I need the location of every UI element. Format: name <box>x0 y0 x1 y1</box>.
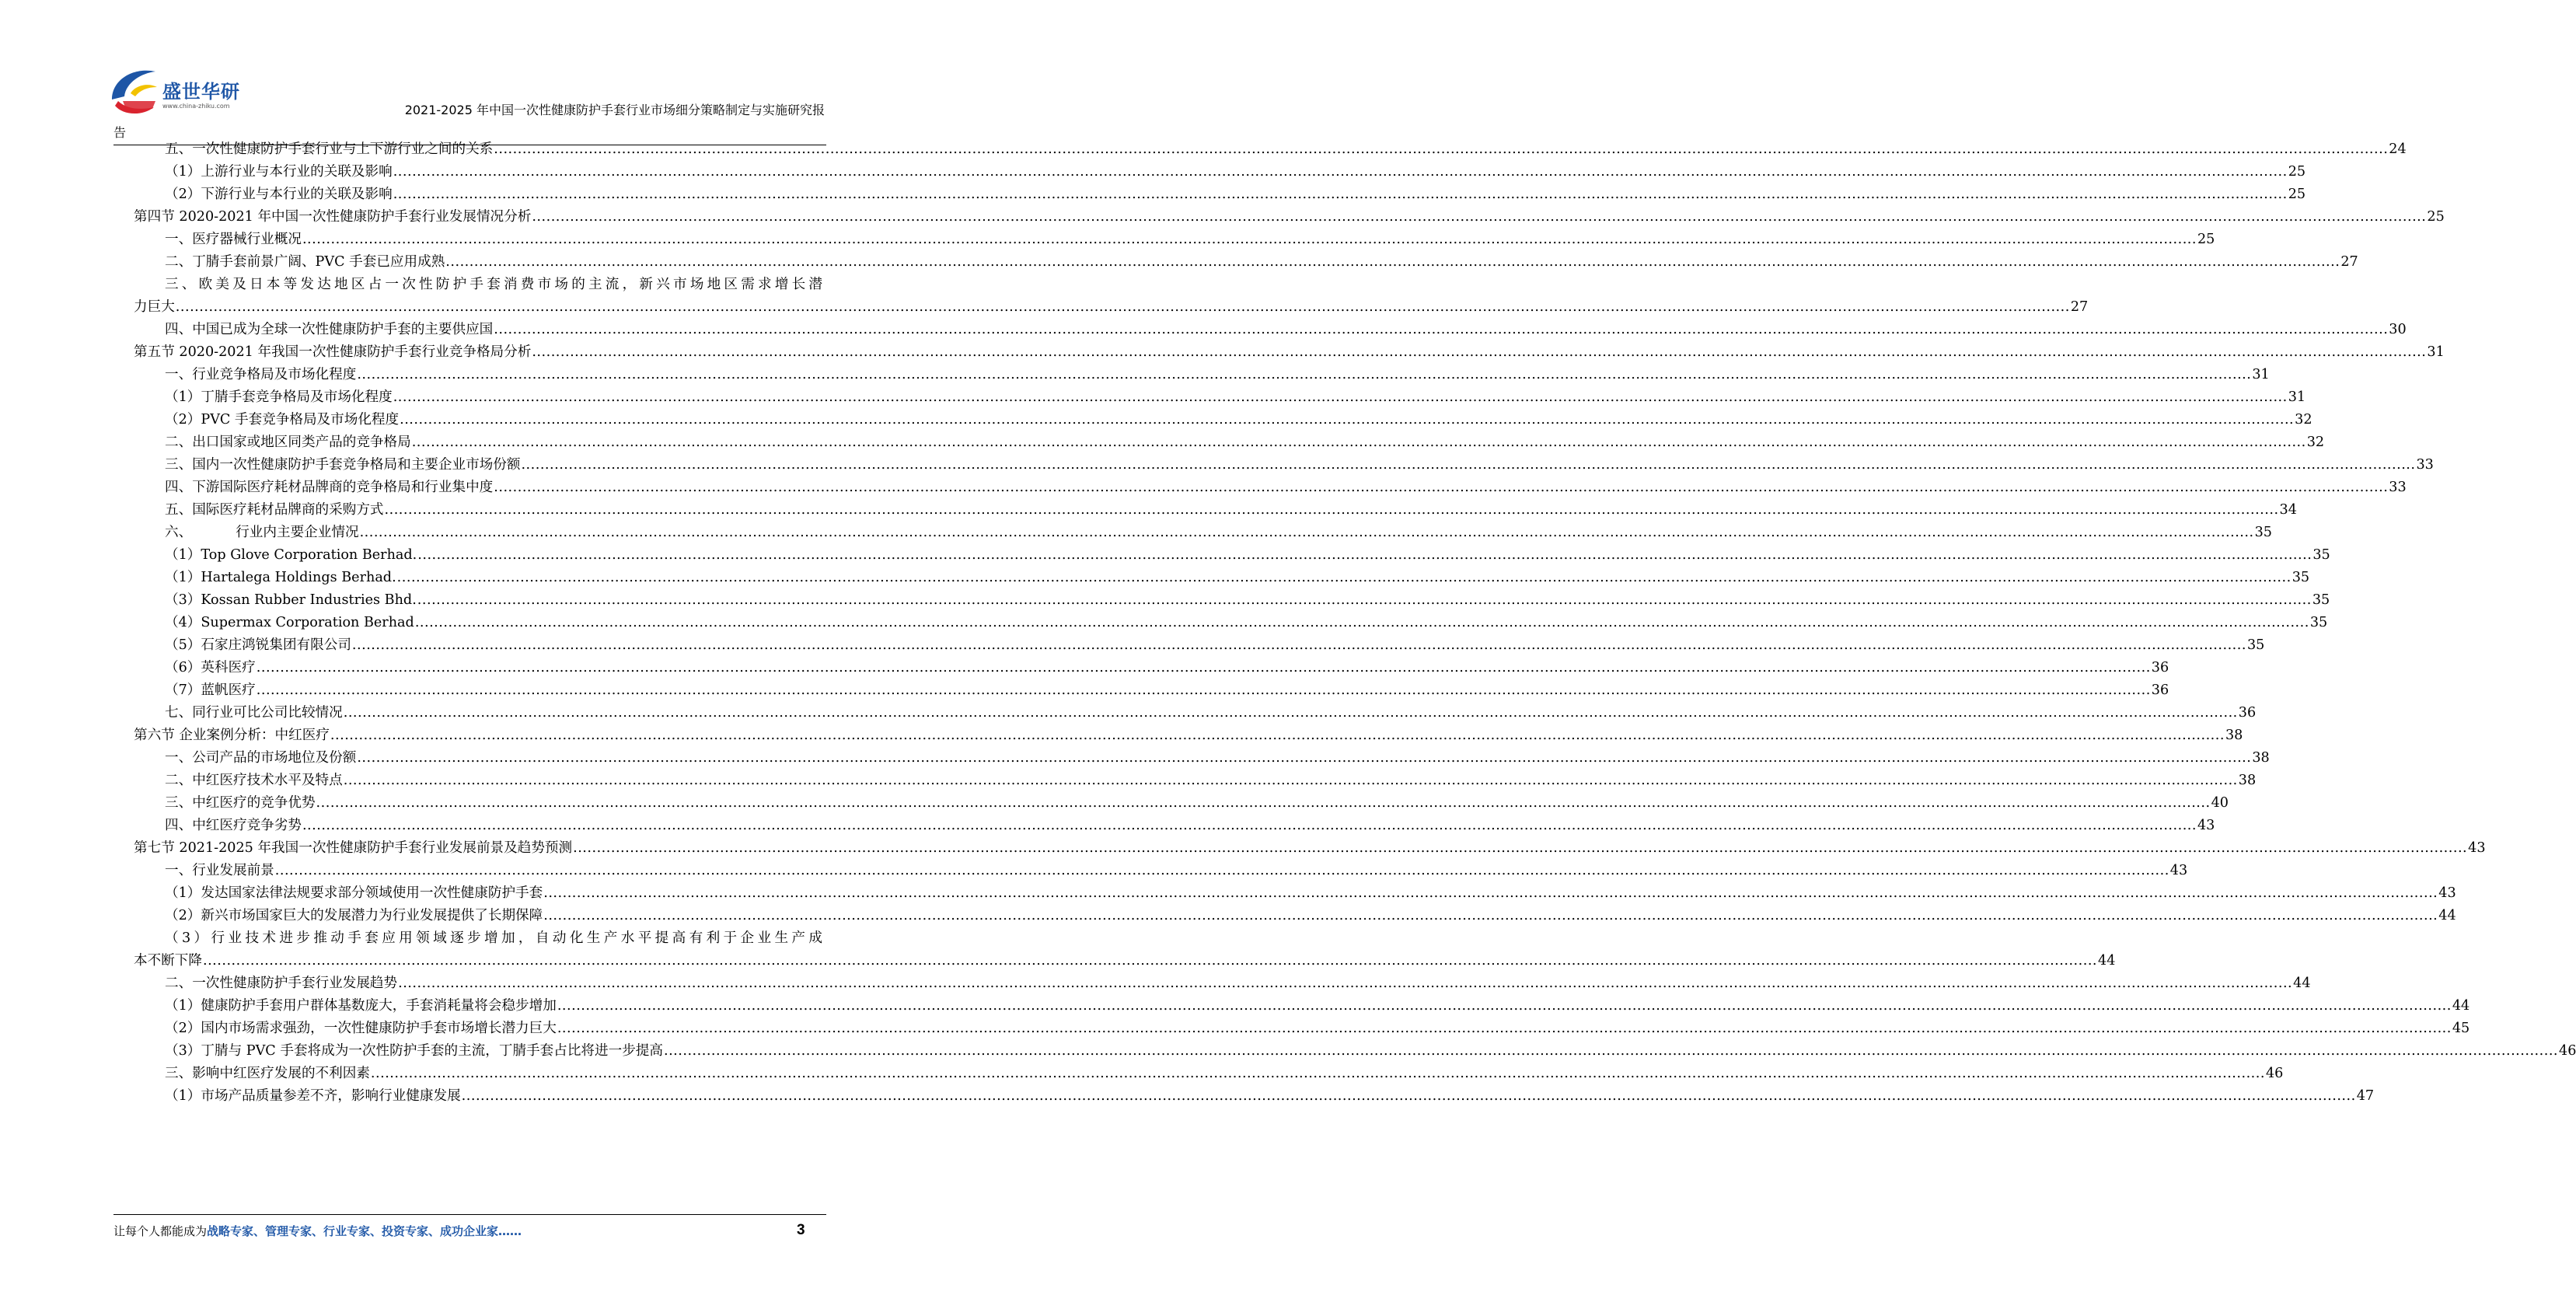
toc-entry[interactable] <box>134 836 2486 860</box>
toc-page-number: 47 <box>2356 1088 2375 1104</box>
toc-page-number: 45 <box>2452 1021 2470 1036</box>
toc-dot-leader: ................................................................................................................................................................................................................................................................................................................................................................................................................ <box>370 1066 2265 1081</box>
toc-entry-title: （1）市场产品质量参差不齐，影响行业健康发展 <box>165 1088 461 1104</box>
toc-entry[interactable] <box>165 408 2312 432</box>
toc-dot-leader: ................................................................................................................................................................................................................................................................................................................................................................................................................ <box>494 141 2389 157</box>
toc-entry-title: （2）PVC 手套竞争格局及市场化程度 <box>165 412 400 428</box>
toc-entry[interactable] <box>134 949 2116 973</box>
toc-entry[interactable] <box>165 363 2270 387</box>
toc-entry-title: 一、行业发展前景 <box>165 863 274 878</box>
toc-dot-leader: ................................................................................................................................................................................................................................................................................................................................................................................................................ <box>202 953 2098 969</box>
toc-page-number: 33 <box>2389 480 2407 495</box>
toc-page-number: 44 <box>2452 998 2470 1014</box>
toc-page-number: 44 <box>2293 976 2311 991</box>
toc-entry-title: （2）国内市场需求强劲，一次性健康防护手套市场增长潜力巨大 <box>165 1021 557 1036</box>
toc-entry-title: （1）Top Glove Corporation Berhad. <box>165 547 417 563</box>
toc-page-number: 36 <box>2151 682 2169 698</box>
toc-entry[interactable] <box>165 453 2434 477</box>
toc-entry-title: 本不断下降 <box>134 953 202 969</box>
footer-slogan <box>113 1223 522 1239</box>
footer-slogan-prefix: 让每个人都能成为 <box>113 1224 208 1238</box>
toc-dot-leader: ................................................................................................................................................................................................................................................................................................................................................................................................................ <box>316 795 2211 811</box>
toc-page-number: 32 <box>2306 435 2325 450</box>
toc-page-number: 38 <box>2252 750 2270 766</box>
toc-entry[interactable] <box>165 656 2169 680</box>
toc-entry[interactable] <box>165 250 2358 274</box>
toc-dot-leader: ................................................................................................................................................................................................................................................................................................................................................................................................................ <box>414 615 2309 630</box>
toc-dot-leader: ................................................................................................................................................................................................................................................................................................................................................................................................................ <box>351 637 2246 653</box>
toc-dot-leader: ................................................................................................................................................................................................................................................................................................................................................................................................................ <box>532 209 2427 225</box>
toc-entry[interactable] <box>165 859 2188 883</box>
toc-page-number: 35 <box>2309 615 2328 630</box>
toc-dot-leader: ................................................................................................................................................................................................................................................................................................................................................................................................................ <box>417 592 2312 608</box>
toc-page-number: 35 <box>2312 547 2330 563</box>
toc-entry-title: 四、中红医疗竞争劣势 <box>165 818 302 833</box>
toc-page-number: 43 <box>2468 840 2486 856</box>
toc-dot-leader: ................................................................................................................................................................................................................................................................................................................................................................................................................ <box>330 728 2225 743</box>
toc-entry[interactable] <box>165 791 2229 815</box>
toc-entry[interactable] <box>165 994 2470 1018</box>
toc-entry-title: 七、同行业可比公司比较情况 <box>165 705 343 721</box>
toc-entry[interactable] <box>165 634 2265 658</box>
toc-page-number: 43 <box>2169 863 2188 878</box>
toc-dot-leader: ................................................................................................................................................................................................................................................................................................................................................................................................................ <box>274 863 2169 878</box>
toc-page-number: 25 <box>2197 232 2215 247</box>
toc-entry-title: 第六节 企业案例分析：中红医疗 <box>134 728 330 743</box>
toc-entry[interactable] <box>165 521 2272 545</box>
toc-page-number: 31 <box>2288 389 2306 405</box>
toc-entry[interactable] <box>165 386 2306 410</box>
toc-entry[interactable] <box>165 904 2456 928</box>
toc-entry-title: 五、一次性健康防护手套行业与上下游行业之间的关系 <box>165 141 494 157</box>
toc-dot-leader: ................................................................................................................................................................................................................................................................................................................................................................................................................ <box>396 570 2292 585</box>
toc-page-number: 32 <box>2295 412 2312 428</box>
toc-dot-leader: ................................................................................................................................................................................................................................................................................................................................................................................................................ <box>302 232 2197 247</box>
toc-entry[interactable] <box>165 814 2215 838</box>
toc-dot-leader: ................................................................................................................................................................................................................................................................................................................................................................................................................ <box>343 705 2238 721</box>
toc-entry[interactable] <box>165 498 2297 522</box>
toc-entry[interactable] <box>165 228 2215 252</box>
toc-entry[interactable] <box>165 1062 2284 1086</box>
toc-dot-leader: ................................................................................................................................................................................................................................................................................................................................................................................................................ <box>384 502 2279 518</box>
toc-page-number: 38 <box>2225 728 2243 743</box>
toc-dot-leader: ................................................................................................................................................................................................................................................................................................................................................................................................................ <box>359 525 2254 540</box>
toc-entry-title: 一、医疗器械行业概况 <box>165 232 302 247</box>
footer-divider <box>113 1214 826 1215</box>
toc-page-number: 31 <box>2252 367 2270 382</box>
toc-entry[interactable] <box>165 1084 2375 1108</box>
toc-page-number: 40 <box>2211 795 2229 811</box>
toc-page-number: 33 <box>2416 457 2434 473</box>
toc-entry[interactable] <box>165 1017 2470 1041</box>
toc-entry-title: （1）发达国家法律法规要求部分领域使用一次性健康防护手套 <box>165 885 543 901</box>
toc-dot-leader: ................................................................................................................................................................................................................................................................................................................................................................................................................ <box>175 299 2070 315</box>
toc-page-number: 43 <box>2197 818 2215 833</box>
toc-dot-leader: ................................................................................................................................................................................................................................................................................................................................................................................................................ <box>461 1088 2356 1104</box>
toc-entry-title: 二、丁腈手套前景广阔、PVC 手套已应用成熟 <box>165 254 445 270</box>
toc-entry-title: （1）Hartalega Holdings Berhad. <box>165 570 396 585</box>
toc-entry[interactable] <box>165 318 2407 342</box>
toc-dot-leader: ................................................................................................................................................................................................................................................................................................................................................................................................................ <box>557 1021 2452 1036</box>
toc-dot-leader: ................................................................................................................................................................................................................................................................................................................................................................................................................ <box>256 682 2151 698</box>
toc-entry[interactable] <box>165 972 2311 996</box>
toc-entry[interactable] <box>165 679 2169 703</box>
toc-dot-leader: ................................................................................................................................................................................................................................................................................................................................................................................................................ <box>417 547 2312 563</box>
toc-entry-title: 五、国际医疗耗材品牌商的采购方式 <box>165 502 384 518</box>
toc-entry-title: （6）英科医疗 <box>165 660 256 675</box>
toc-entry-title: （3）Kossan Rubber Industries Bhd. <box>165 592 417 608</box>
toc-page-number: 43 <box>2438 885 2456 901</box>
toc-entry[interactable] <box>134 724 2243 748</box>
toc-entry-title: 力巨大 <box>134 299 175 315</box>
toc-entry-title: 一、公司产品的市场地位及份额 <box>165 750 357 766</box>
toc-entry-title: （1）健康防护手套用户群体基数庞大，手套消耗量将会稳步增加 <box>165 998 557 1014</box>
toc-dot-leader: ................................................................................................................................................................................................................................................................................................................................................................................................................ <box>411 435 2306 450</box>
toc-dot-leader: ................................................................................................................................................................................................................................................................................................................................................................................................................ <box>393 187 2288 202</box>
toc-entry-title: （5）石家庄鸿锐集团有限公司 <box>165 637 351 653</box>
toc-entry-title: （3）丁腈与 PVC 手套将成为一次性防护手套的主流，丁腈手套占比将进一步提高 <box>165 1043 663 1059</box>
toc-entry[interactable] <box>165 431 2325 455</box>
toc-page-number: 46 <box>2265 1066 2284 1081</box>
page-number: 3 <box>797 1222 805 1238</box>
toc-entry[interactable] <box>165 160 2306 184</box>
toc-page-number: 27 <box>2070 299 2089 315</box>
toc-entry-title: 二、出口国家或地区同类产品的竞争格局 <box>165 435 411 450</box>
toc-page-number: 44 <box>2098 953 2116 969</box>
toc-entry[interactable] <box>165 701 2257 725</box>
toc-entry-title: （1）上游行业与本行业的关联及影响 <box>165 164 393 180</box>
toc-entry[interactable] <box>165 769 2257 793</box>
toc-dot-leader: ................................................................................................................................................................................................................................................................................................................................................................................................................ <box>494 322 2389 337</box>
toc-entry-title: 第五节 2020-2021 年我国一次性健康防护手套行业竞争格局分析 <box>134 344 532 360</box>
toc-page-number: 30 <box>2389 322 2407 337</box>
toc-page-number: 35 <box>2312 592 2330 608</box>
logo-text: 盛世华研 <box>162 81 240 103</box>
toc-entry-title: （2）下游行业与本行业的关联及影响 <box>165 187 393 202</box>
toc-page-number: 38 <box>2238 773 2257 788</box>
toc-entry-title: 四、下游国际医疗耗材品牌商的竞争格局和行业集中度 <box>165 480 494 495</box>
toc-page-number: 36 <box>2151 660 2169 675</box>
toc-entry-title: 第七节 2021-2025 年我国一次性健康防护手套行业发展前景及趋势预测 <box>134 840 573 856</box>
toc-entry-title[interactable]: 三、欧美及日本等发达地区占一次性防护手套消费市场的主流，新兴市场地区需求增长潜 <box>165 277 822 292</box>
logo-url: www.china-zhiku.com <box>162 103 230 110</box>
toc-entry-title: 二、一次性健康防护手套行业发展趋势 <box>165 976 398 991</box>
toc-dot-leader: ................................................................................................................................................................................................................................................................................................................................................................................................................ <box>445 254 2340 270</box>
toc-entry[interactable] <box>165 476 2407 500</box>
toc-dot-leader: ................................................................................................................................................................................................................................................................................................................................................................................................................ <box>357 750 2252 766</box>
toc-page-number: 36 <box>2238 705 2257 721</box>
toc-dot-leader: ................................................................................................................................................................................................................................................................................................................................................................................................................ <box>398 976 2293 991</box>
toc-entry-title: 第四节 2020-2021 年中国一次性健康防护手套行业发展情况分析 <box>134 209 532 225</box>
toc-page-number: 35 <box>2292 570 2310 585</box>
toc-entry[interactable] <box>134 340 2445 365</box>
toc-dot-leader: ................................................................................................................................................................................................................................................................................................................................................................................................................ <box>521 457 2416 473</box>
toc-dot-leader: ................................................................................................................................................................................................................................................................................................................................................................................................................ <box>400 412 2295 428</box>
toc-entry-number: 六、 <box>165 525 193 540</box>
toc-entry[interactable] <box>165 566 2310 590</box>
toc-entry[interactable] <box>134 295 2089 319</box>
toc-dot-leader: ................................................................................................................................................................................................................................................................................................................................................................................................................ <box>494 480 2389 495</box>
toc-dot-leader: ................................................................................................................................................................................................................................................................................................................................................................................................................ <box>357 367 2252 382</box>
toc-entry[interactable] <box>165 611 2328 635</box>
footer-slogan-emphasis: 战略专家、管理专家、行业专家、投资专家、成功企业家…… <box>207 1224 522 1238</box>
toc-entry[interactable] <box>165 881 2456 906</box>
toc-entry-title: 四、中国已成为全球一次性健康防护手套的主要供应国 <box>165 322 494 337</box>
toc-entry[interactable] <box>134 205 2445 229</box>
toc-page-number: 44 <box>2438 908 2456 923</box>
toc-entry-title: 三、中红医疗的竞争优势 <box>165 795 316 811</box>
toc-page-number: 35 <box>2246 637 2265 653</box>
toc-dot-leader: ................................................................................................................................................................................................................................................................................................................................................................................................................ <box>663 1043 2559 1059</box>
toc-entry-title <box>165 521 359 545</box>
toc-page-number: 25 <box>2288 164 2306 180</box>
toc-entry[interactable] <box>165 1039 2576 1063</box>
toc-entry[interactable] <box>165 543 2330 567</box>
toc-dot-leader: ................................................................................................................................................................................................................................................................................................................................................................................................................ <box>302 818 2197 833</box>
toc-entry-title: 一、行业竞争格局及市场化程度 <box>165 367 357 382</box>
toc-page-number: 25 <box>2288 187 2306 202</box>
toc-dot-leader: ................................................................................................................................................................................................................................................................................................................................................................................................................ <box>543 885 2438 901</box>
toc-dot-leader: ................................................................................................................................................................................................................................................................................................................................................................................................................ <box>557 998 2452 1014</box>
toc-entry[interactable] <box>165 138 2407 162</box>
toc-page-number: 25 <box>2427 209 2445 225</box>
toc-dot-leader: ................................................................................................................................................................................................................................................................................................................................................................................................................ <box>532 344 2427 360</box>
toc-entry-title: 三、影响中红医疗发展的不利因素 <box>165 1066 370 1081</box>
toc-entry-title: 二、中红医疗技术水平及特点 <box>165 773 343 788</box>
toc-entry-title[interactable]: （3）行业技术进步推动手套应用领域逐步增加，自动化生产水平提高有利于企业生产成 <box>165 930 822 946</box>
toc-dot-leader: ................................................................................................................................................................................................................................................................................................................................................................................................................ <box>393 164 2288 180</box>
toc-page-number: 24 <box>2389 141 2407 157</box>
toc-entry-title: （7）蓝帆医疗 <box>165 682 256 698</box>
toc-entry-text: 行业内主要企业情况 <box>236 525 359 540</box>
toc-dot-leader: ................................................................................................................................................................................................................................................................................................................................................................................................................ <box>343 773 2238 788</box>
toc-page-number: 35 <box>2254 525 2272 540</box>
toc-dot-leader: ................................................................................................................................................................................................................................................................................................................................................................................................................ <box>393 389 2288 405</box>
report-title: 2021-2025 年中国一次性健康防护手套行业市场细分策略制定与实施研究报 <box>404 103 825 117</box>
toc-page-number: 34 <box>2279 502 2297 518</box>
toc-entry[interactable] <box>165 183 2306 207</box>
toc-dot-leader: ................................................................................................................................................................................................................................................................................................................................................................................................................ <box>573 840 2468 856</box>
toc-entry-title: （1）丁腈手套竞争格局及市场化程度 <box>165 389 393 405</box>
toc-entry[interactable] <box>165 746 2270 770</box>
toc-entry[interactable] <box>165 588 2330 613</box>
toc-dot-leader: ................................................................................................................................................................................................................................................................................................................................................................................................................ <box>543 908 2438 923</box>
toc-page-number: 46 <box>2559 1043 2576 1059</box>
toc-page-number: 27 <box>2340 254 2358 270</box>
toc-dot-leader: ................................................................................................................................................................................................................................................................................................................................................................................................................ <box>256 660 2151 675</box>
toc-entry-title: 三、国内一次性健康防护手套竞争格局和主要企业市场份额 <box>165 457 521 473</box>
toc-page-number: 31 <box>2427 344 2445 360</box>
toc-entry-title: （2）新兴市场国家巨大的发展潜力为行业发展提供了长期保障 <box>165 908 543 923</box>
report-title-continuation: 告 <box>113 125 127 140</box>
toc-entry-title: （4）Supermax Corporation Berhad <box>165 615 414 630</box>
